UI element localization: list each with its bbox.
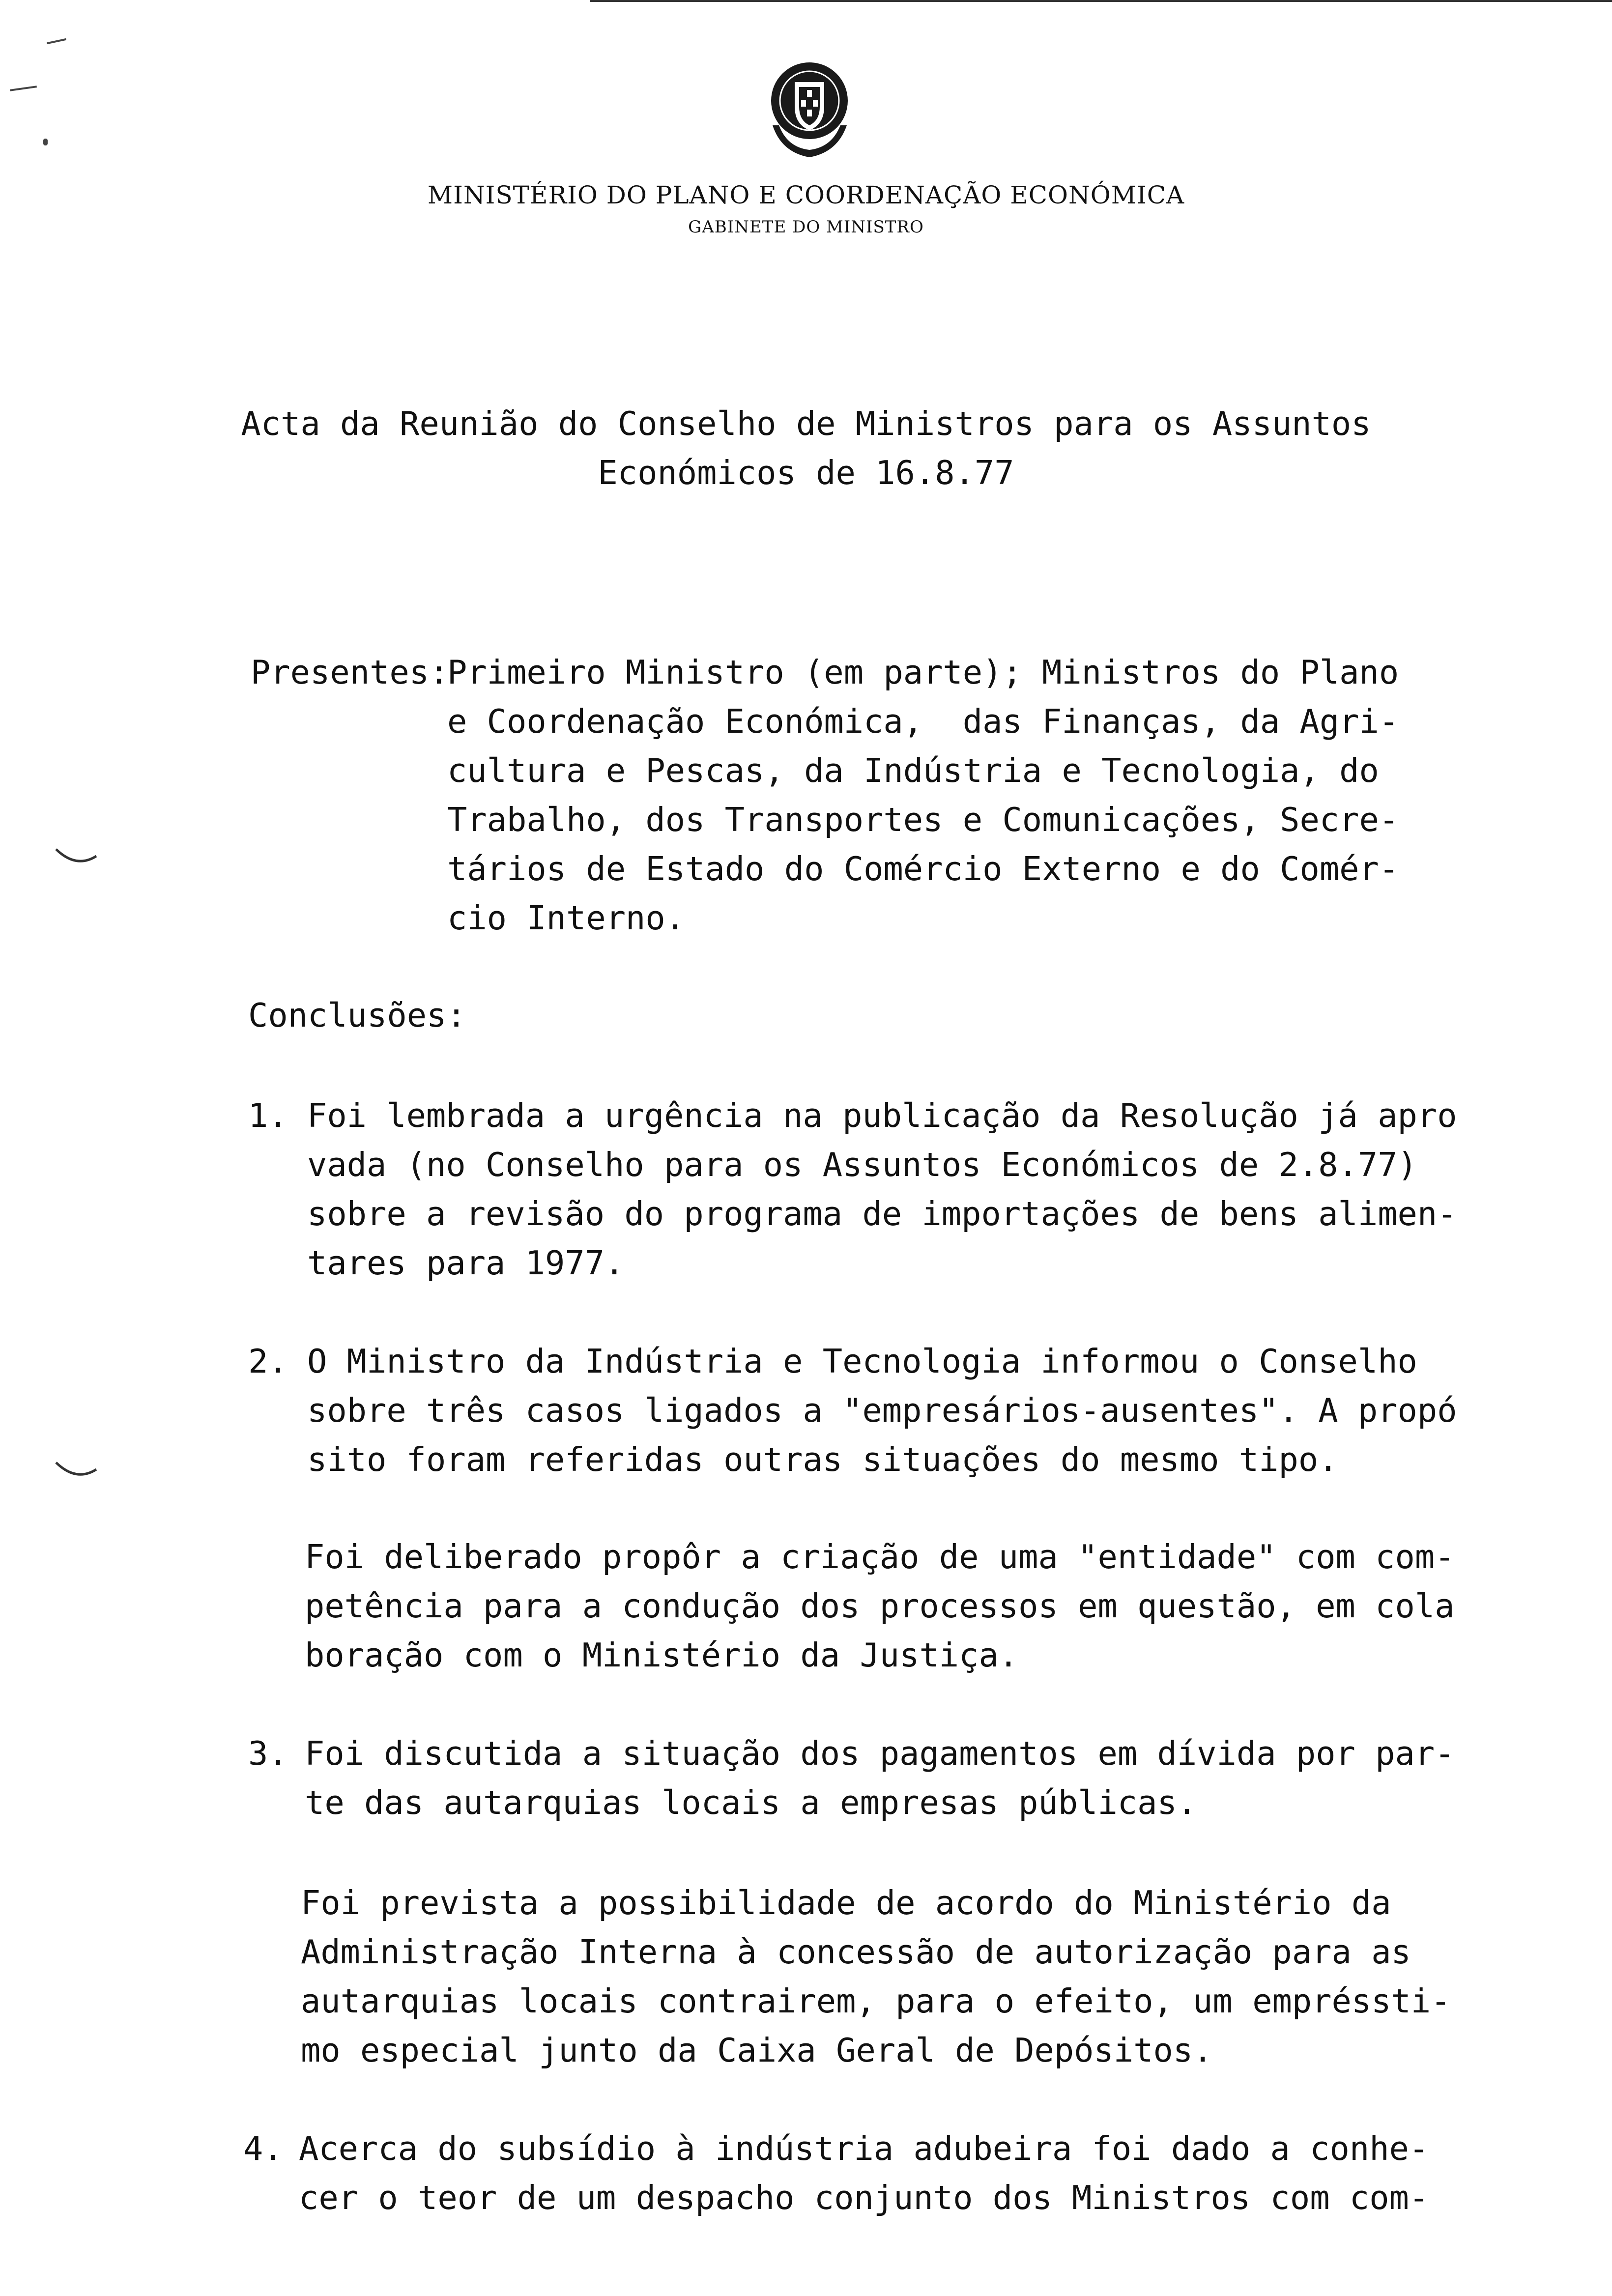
scan-mark bbox=[54, 1455, 98, 1484]
attendees-line: tários de Estado do Comércio Externo e do Comér- bbox=[447, 850, 1399, 888]
minutes-title-line-2: Económicos de 16.8.77 bbox=[598, 454, 1014, 492]
item-line: cer o teor de um despacho conjunto dos Ministros com com- bbox=[299, 2179, 1429, 2217]
conclusion-item-1 bbox=[307, 1091, 1457, 1288]
conclusions-label: Conclusões: bbox=[248, 996, 466, 1034]
attendees-line: e Coordenação Económica, das Finanças, da Agri- bbox=[447, 702, 1399, 741]
cabinet-name: GABINETE DO MINISTRO bbox=[688, 217, 924, 237]
item-line: Foi discutida a situação dos pagamentos em dívida por par- bbox=[305, 1734, 1455, 1773]
item-line: Acerca do subsídio à indústria adubeira foi dado a conhe- bbox=[299, 2129, 1429, 2168]
item-line: Foi deliberado propôr a criação de uma "entidade" com com- bbox=[305, 1538, 1455, 1576]
scan-top-rule bbox=[590, 0, 1612, 2]
ministry-name: MINISTÉRIO DO PLANO E COORDENAÇÃO ECONÓMICA bbox=[427, 181, 1185, 209]
scan-mark bbox=[54, 840, 98, 870]
item-line: Foi prevista a possibilidade de acordo do Ministério da bbox=[301, 1884, 1391, 1922]
item-line: mo especial junto da Caixa Geral de Depósitos. bbox=[301, 2031, 1213, 2069]
item-number: 4. bbox=[243, 2129, 283, 2168]
item-line: sobre três casos ligados a "empresários-ausentes". A propó bbox=[307, 1391, 1457, 1430]
scan-mark bbox=[43, 139, 48, 145]
item-line: Administração Interna à concessão de autorização para as bbox=[301, 1933, 1411, 1971]
item-line: autarquias locais contrairem, para o efeito, um empréssti- bbox=[301, 1982, 1451, 2020]
coat-of-arms-icon bbox=[767, 52, 853, 162]
item-line: vada (no Conselho para os Assuntos Económicos de 2.8.77) bbox=[307, 1146, 1417, 1184]
item-line: sito foram referidas outras situações do mesmo tipo. bbox=[307, 1440, 1338, 1479]
item-line: te das autarquias locais a empresas públicas. bbox=[305, 1783, 1197, 1822]
attendees-list bbox=[447, 648, 1399, 943]
item-line: O Ministro da Indústria e Tecnologia informou o Conselho bbox=[307, 1342, 1417, 1380]
scan-mark bbox=[47, 38, 66, 44]
attendees-line: cio Interno. bbox=[447, 899, 686, 937]
item-line: Foi lembrada a urgência na publicação da Resolução já apro bbox=[307, 1096, 1457, 1135]
conclusion-item-3-paragraph-2 bbox=[301, 1878, 1451, 2075]
item-number: 1. bbox=[248, 1096, 288, 1135]
attendees-line: Primeiro Ministro (em parte); Ministros do Plano bbox=[447, 653, 1399, 691]
item-number: 3. bbox=[248, 1734, 288, 1773]
item-line: sobre a revisão do programa de importações de bens alimen- bbox=[307, 1195, 1457, 1233]
attendees-label: Presentes: bbox=[251, 653, 449, 691]
conclusion-item-4 bbox=[299, 2124, 1429, 2222]
item-line: petência para a condução dos processos em questão, em cola bbox=[305, 1587, 1455, 1625]
item-line: boração com o Ministério da Justiça. bbox=[305, 1636, 1019, 1674]
conclusion-item-3 bbox=[305, 1729, 1455, 1827]
scan-mark bbox=[10, 86, 37, 91]
item-line: tares para 1977. bbox=[307, 1244, 625, 1282]
conclusion-item-2-paragraph-2 bbox=[305, 1532, 1455, 1680]
item-number: 2. bbox=[248, 1342, 288, 1380]
attendees-line: Trabalho, dos Transportes e Comunicações, Secre- bbox=[447, 801, 1399, 839]
conclusion-item-2 bbox=[307, 1337, 1457, 1484]
minutes-title-line-1: Acta da Reunião do Conselho de Ministros para os Assuntos bbox=[241, 404, 1371, 443]
attendees-line: cultura e Pescas, da Indústria e Tecnologia, do bbox=[447, 751, 1379, 790]
